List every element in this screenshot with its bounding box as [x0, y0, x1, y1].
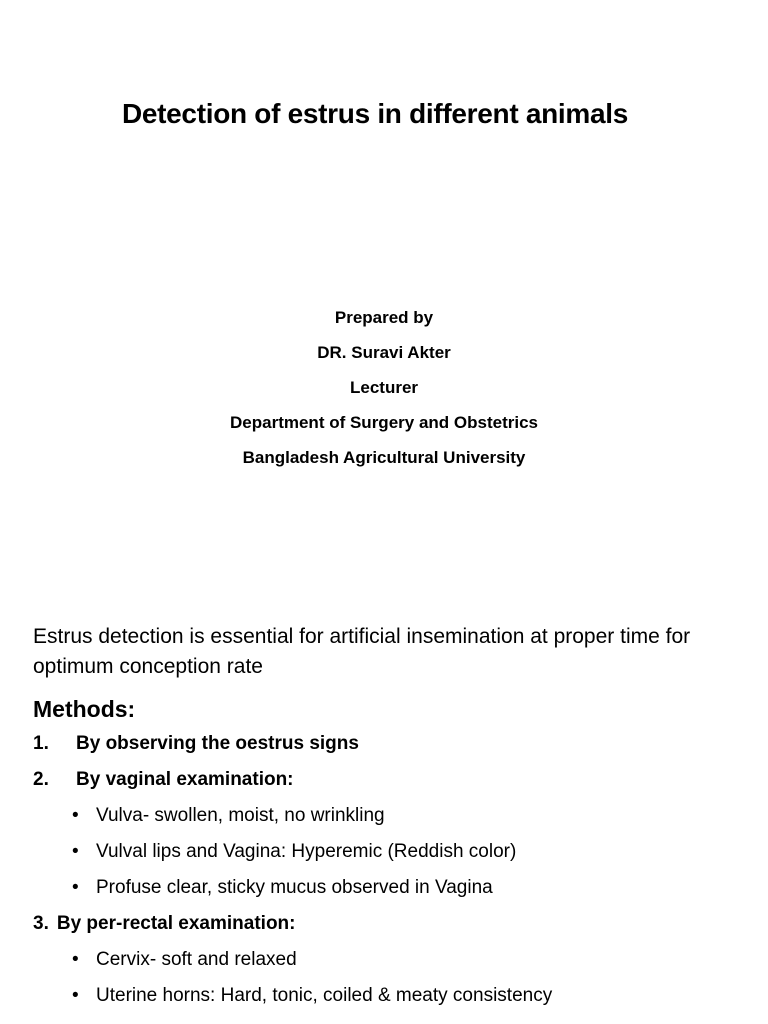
intro-paragraph: Estrus detection is essential for artificial insemination at proper time for optimum conception rate [33, 625, 691, 678]
author-block [0, 305, 768, 480]
author-university: Bangladesh Agricultural University [242, 448, 526, 467]
list-item-text: Uterine horns: Hard, tonic, coiled & meaty consistency [96, 985, 553, 1006]
list-item [33, 834, 748, 870]
bullet-icon: • [72, 841, 79, 862]
method-number: 3. [33, 913, 49, 934]
bullet-icon: • [72, 877, 79, 898]
method-item [33, 762, 748, 798]
bullet-icon: • [72, 985, 79, 1006]
author-department: Department of Surgery and Obstetrics [230, 413, 538, 432]
author-name: DR. Suravi Akter [317, 343, 451, 362]
method-label: By observing the oestrus signs [76, 733, 359, 754]
author-position: Lecturer [349, 378, 419, 397]
method-item [33, 906, 748, 942]
method-sub-list [33, 798, 748, 906]
page-title: Detection of estrus in different animals [121, 98, 629, 129]
method-number: 1. [33, 733, 49, 754]
list-item-text: Profuse clear, sticky mucus observed in Vagina [96, 877, 493, 898]
method-label: By per-rectal examination: [56, 913, 296, 934]
methods-heading: Methods: [33, 696, 136, 722]
method-item [33, 726, 748, 762]
list-item-text: Vulval lips and Vagina: Hyperemic (Reddish color) [96, 841, 517, 862]
list-item [33, 978, 748, 1014]
method-sub-list [33, 942, 748, 1014]
list-item-text: Vulva- swollen, moist, no wrinkling [96, 805, 385, 826]
list-item [33, 798, 748, 834]
slide-content [33, 622, 748, 1014]
method-number: 2. [33, 769, 49, 790]
list-item [33, 942, 748, 978]
list-item-text: Cervix- soft and relaxed [96, 949, 297, 970]
method-label: By vaginal examination: [76, 769, 294, 790]
list-item [33, 870, 748, 906]
prepared-by-label: Prepared by [334, 308, 434, 327]
bullet-icon: • [72, 805, 79, 826]
bullet-icon: • [72, 949, 79, 970]
